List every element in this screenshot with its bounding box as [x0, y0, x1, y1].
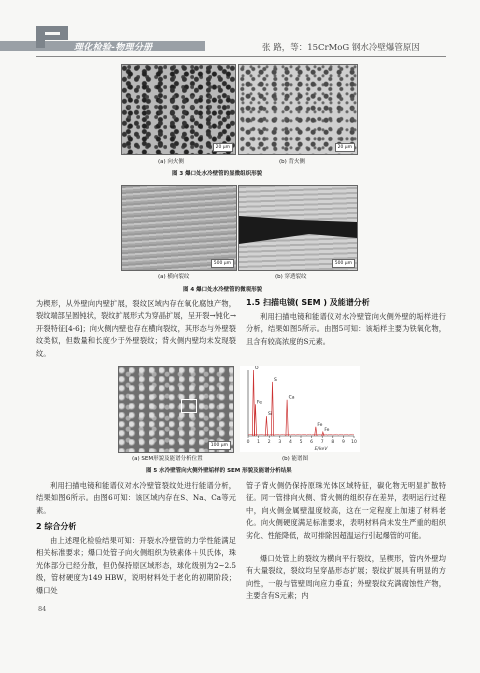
- section-2-heading: 2 综合分析: [36, 522, 77, 531]
- fig5a-scalebar: 100 μm: [208, 441, 231, 450]
- fig3-caption: 图 3 爆口处水冷壁管的显微组织形貌: [172, 171, 263, 177]
- peak-label: O: [255, 366, 259, 371]
- left-paragraph-1: 为楔形，从外壁向内壁扩展，裂纹区域内存在氧化腐蚀产物，裂纹端部呈圆钝状，裂纹扩展形式为穿晶扩展，呈开裂→钝化→开裂特征[4-6]；向火侧内壁也存在横向裂纹，其形态与外壁裂纹类似，但数量和长度少于外壁裂纹；背火侧内壁均未发现裂纹。: [36, 299, 236, 358]
- peak-label: Fe: [324, 428, 330, 434]
- section-1-5-heading: 1.5 扫描电镜( SEM ) 及能谱分析: [246, 298, 370, 307]
- crack-shape: [239, 186, 357, 270]
- fig5a-label: (a) SEM形貌及能谱分析位置: [132, 456, 203, 462]
- x-tick-label: 8: [331, 440, 335, 445]
- x-tick-label: 4: [288, 440, 292, 445]
- right-paragraph-3: 爆口处管上的裂纹为横向平行裂纹，呈楔形，管内外壁均有大量裂纹，裂纹均呈穿晶形态扩展；裂纹扩展具有明显的方向性，一般与管壁周向应力垂直；外壁裂纹充满腐蚀性产物，主要含有S元素；内: [246, 554, 446, 601]
- x-tick-label: 9: [341, 440, 345, 445]
- peak-label: Ca: [288, 395, 295, 401]
- fig3a-micrograph: [121, 64, 236, 155]
- fig4b-label: (b) 穿透裂纹: [275, 274, 307, 280]
- right-paragraph-1: 利用扫描电镜和能谱仪对水冷壁管向火侧外壁的垢样进行分析，结果如图5所示。由图5可知：该垢样主要为铁氧化物，且含有较高浓度的S元素。: [246, 312, 446, 346]
- fig4a-micrograph: [121, 185, 237, 271]
- fig5b-label: (b) 能谱图: [282, 456, 309, 462]
- peak-label: Fe: [317, 422, 323, 428]
- x-tick-label: 0: [246, 440, 250, 445]
- fig3a-label: (a) 向火侧: [158, 159, 184, 165]
- header-rule: [36, 56, 446, 57]
- eds-chart: [240, 366, 360, 452]
- analysis-box: [181, 399, 197, 413]
- fig4b-micrograph: [238, 185, 358, 271]
- page-number: 84: [38, 605, 47, 613]
- fig3b-label: (b) 背火侧: [279, 159, 306, 165]
- peak-label: S: [273, 377, 277, 383]
- fig4b-scalebar: 500 μm: [332, 259, 355, 268]
- left-paragraph-2: 利用扫描电镜和能谱仪对水冷壁管裂纹处进行能谱分析，结果如图6所示。由图6可知：该区域内存在S、Na、Ca等元素。: [36, 481, 236, 515]
- x-tick-label: 5: [299, 440, 303, 445]
- x-axis-label: E/keV: [314, 447, 328, 452]
- x-tick-label: 1: [257, 440, 261, 445]
- journal-name: 理化检验-物理分册: [74, 43, 153, 53]
- x-tick-label: 3: [278, 440, 282, 445]
- left-paragraph-3: 由上述理化检验结果可知：开裂水冷壁管的力学性能满足相关标准要求；爆口处管子向火侧组织为铁素体＋贝氏体，珠光体部分已经分散，但仍保持原区域形态，球化级别为2~2.5级，管材硬度为149 HBW，说明材料处于老化的初期阶段；爆口处: [36, 536, 236, 595]
- journal-logo-icon: [36, 24, 70, 48]
- peak-label: Fe: [256, 400, 263, 406]
- fig5a-sem-image: [118, 366, 234, 453]
- x-tick-label: 10: [351, 440, 357, 445]
- running-title: 张 路，等：15CrMoG 钢水冷壁爆管原因: [262, 43, 420, 53]
- fig5-caption: 图 5 水冷壁管向火侧外壁垢样的 SEM 形貌及能谱分析结果: [146, 468, 292, 474]
- peak-label: Si: [267, 412, 273, 418]
- x-tick-label: 2: [267, 440, 271, 445]
- fig4a-scalebar: 500 μm: [211, 259, 234, 268]
- fig3a-scalebar: 20 μm: [213, 143, 233, 152]
- page-header: [0, 0, 480, 58]
- x-tick-label: 6: [310, 440, 314, 445]
- fig4-caption: 图 4 爆口处水冷壁管的微观形貌: [183, 287, 263, 293]
- fig4a-label: (a) 横向裂纹: [158, 274, 190, 280]
- fig5b-eds-spectrum: [240, 366, 360, 452]
- x-tick-label: 7: [320, 440, 324, 445]
- right-paragraph-2: 管子背火侧仍保持原珠光体区域特征，碳化物无明显扩散特征。同一管排向火侧、背火侧的组织存在差异，表明运行过程中，向火侧金属壁温度较高，这在一定程度上加速了材料老化。向火侧硬度满足标准要求，表明材料尚未发生严重的组织劣化、性能降低，故可排除因超温运行引起爆管的可能。: [246, 481, 446, 540]
- fig3b-micrograph: [238, 64, 358, 155]
- fig3b-scalebar: 20 μm: [335, 143, 355, 152]
